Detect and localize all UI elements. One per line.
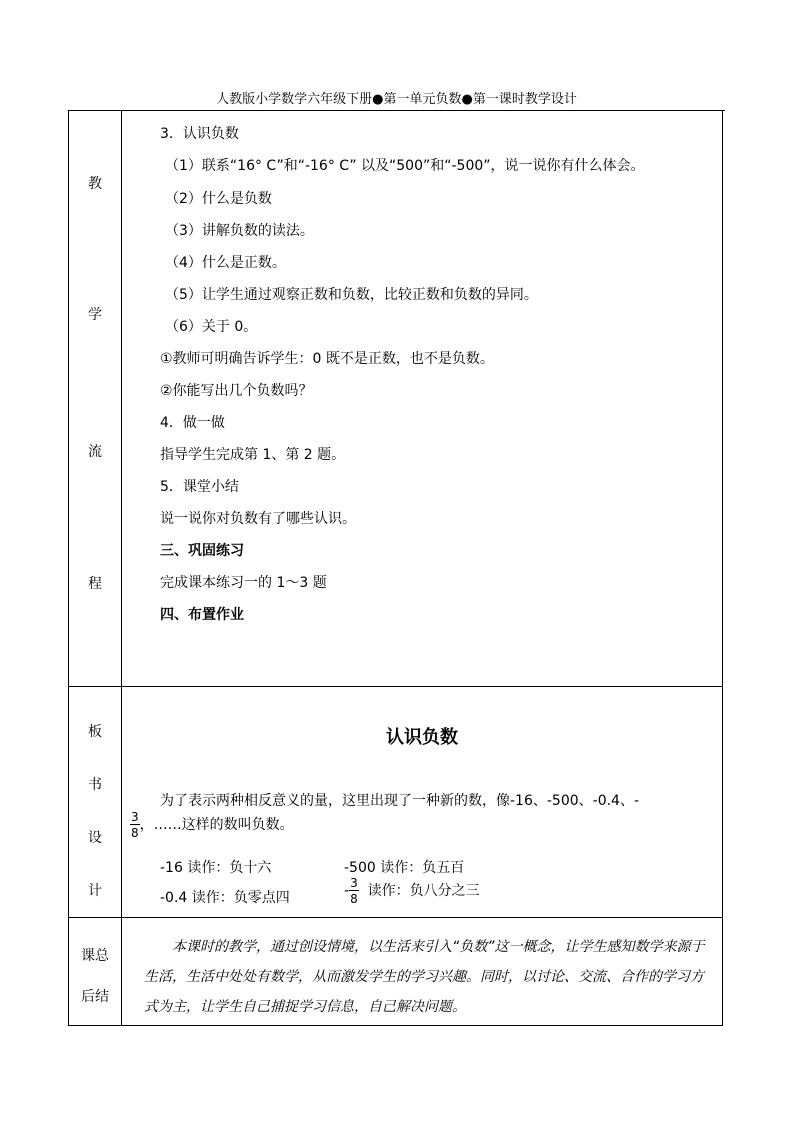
reading-negative-sixteen: -16 读作：负十六 — [160, 860, 272, 876]
process-line: 说一说你对负数有了哪些认识。 — [160, 511, 356, 527]
summary-content — [122, 918, 722, 1026]
fraction-three-eighths-2: $\frac{3}{8}$ — [350, 876, 358, 906]
board-label-1: 板 — [88, 724, 102, 740]
process-line: （3）讲解负数的读法。 — [165, 223, 314, 239]
board-content — [122, 687, 722, 917]
process-label-1: 教 — [88, 176, 102, 192]
summary-text: 本课时的教学，通过创设情境，以生活来引入“负数”这一概念，让学生感知数学来源于生活，生活中处处有数学，从而激发学生的学习兴趣。同时，以讨论、交流、合作的学习方式为主，让学生自己捕捉学习信息，自己解决问题。 — [144, 939, 705, 1015]
section-heading-homework: 四、布置作业 — [160, 607, 244, 623]
fraction-three-eighths: $\frac{3}{8}$ — [131, 810, 139, 840]
summary-label-bottom: 后结 — [81, 989, 109, 1005]
board-intro: 为了表示两种相反意义的量，这里出现了一种新的数，像-16、-500、-0.4、- — [160, 793, 640, 809]
process-line: 指导学生完成第 1、第 2 题。 — [160, 447, 346, 463]
process-label-4: 程 — [88, 576, 102, 592]
process-content — [122, 111, 722, 686]
reading-negative-three-eighths: - $\frac{3}{8}$ 读作：负八分之三 — [344, 876, 480, 906]
process-line: 5．课堂小结 — [160, 479, 239, 495]
board-label-2: 书 — [88, 777, 102, 793]
summary-label-top: 课总 — [81, 948, 109, 964]
process-line: ②你能写出几个负数吗？ — [160, 383, 313, 399]
board-title: 认识负数 — [386, 727, 458, 748]
process-line: （1）联系“16° C”和“-16° C” 以及“500”和“-500”，说一说你有什么体会。 — [165, 158, 645, 174]
process-line: ①教师可明确告诉学生：0 既不是正数，也不是负数。 — [160, 351, 494, 367]
process-line: 4．做一做 — [160, 415, 225, 431]
reading-negative-five-hundred: -500 读作：负五百 — [344, 860, 465, 876]
reading-negative-point-four: -0.4 读作：负零点四 — [160, 890, 290, 906]
process-line: 3．认识负数 — [160, 126, 239, 142]
process-label-2: 学 — [88, 307, 102, 323]
process-label-3: 流 — [88, 444, 102, 460]
process-line: （6）关于 0。 — [165, 319, 258, 335]
process-line: （5）让学生通过观察正数和负数，比较正数和负数的异同。 — [165, 287, 538, 303]
section-heading-practice: 三、巩固练习 — [160, 543, 244, 559]
board-label-3: 设 — [88, 830, 102, 846]
page-header: 人教版小学数学六年级下册●第一单元负数●第一课时教学设计 — [68, 90, 725, 111]
board-intro-cont: $\frac{3}{8}$ ，……这样的数叫负数。 — [131, 810, 294, 840]
board-label-4: 计 — [88, 883, 102, 899]
process-line: （4）什么是正数。 — [165, 255, 286, 271]
process-line: 完成课本练习一的 1～3 题 — [160, 575, 327, 591]
process-line: （2）什么是负数 — [165, 191, 272, 207]
lesson-table — [68, 110, 723, 1026]
